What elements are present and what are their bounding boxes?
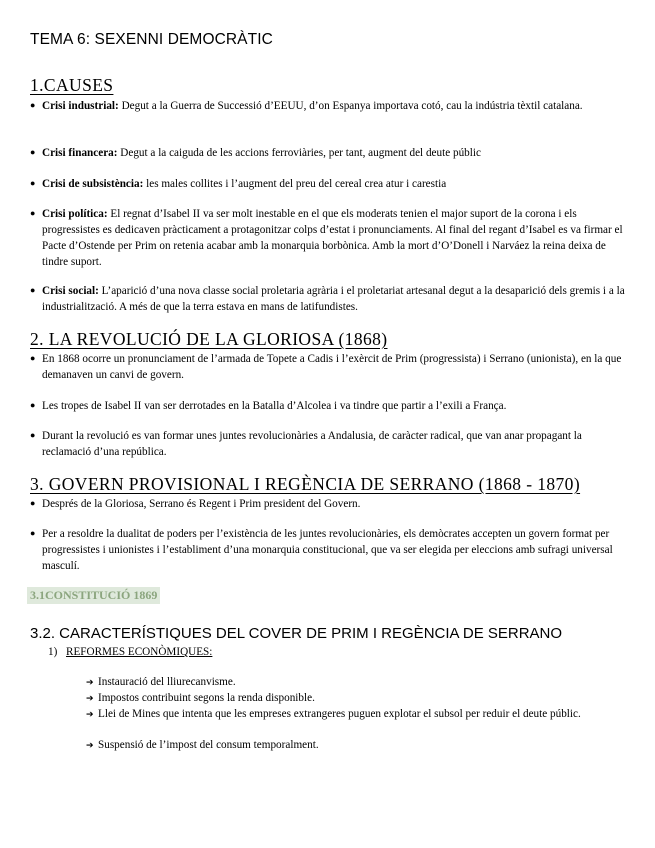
item-text: Instauració del lliurecanvisme. xyxy=(98,676,236,688)
list-item xyxy=(30,205,630,270)
item-label: Crisi de subsistència: xyxy=(42,178,144,190)
list-item xyxy=(30,175,630,192)
item-text: Degut a la caiguda de les accions ferroviàries, per tant, augment del deute públic xyxy=(117,147,481,159)
arrow-list-item xyxy=(86,737,622,754)
item-text: Llei de Mines que intenta que les empreses extrangeres puguen explotar el subsol per reduir el deute públic. xyxy=(98,708,581,720)
item-text: Per a resoldre la dualitat de poders per l’existència de les juntes revolucionàries, els demòcrates accepten un govern format per progressistes i unionistes i l’establiment d’una monarquia constitucional, que va ser elegida per eleccions amb sufragi universal masculí. xyxy=(42,528,613,572)
arrow-list-item xyxy=(86,690,622,707)
item-text: En 1868 ocorre un pronunciament de l’armada de Topete a Cadis i l’exèrcit de Prim (progressista) i Serrano (unionista), en la que demanaven un canvi de govern. xyxy=(42,353,622,381)
item-text: Les tropes de Isabel II van ser derrotades en la Batalla d’Alcolea i va tindre que partir a l’exili a França. xyxy=(42,400,507,412)
numbered-list-item xyxy=(48,646,212,658)
bullet-icon: ● xyxy=(30,400,36,410)
item-text: Després de la Gloriosa, Serrano és Regent i Prim president del Govern. xyxy=(42,498,361,510)
bullet-icon: ● xyxy=(30,178,36,188)
bullet-icon: ● xyxy=(30,147,36,157)
bullet-icon: ● xyxy=(30,100,36,110)
page-title: TEMA 6: SEXENNI DEMOCRÀTIC xyxy=(30,31,273,48)
section-govern-heading: 3. GOVERN PROVISIONAL I REGÈNCIA DE SERRANO (1868 - 1870) xyxy=(30,474,581,494)
item-text: Degut a la Guerra de Successió d’EEUU, d’on Espanya importava cotó, cau la indústria tèxtil catalana. xyxy=(118,100,583,112)
bullet-icon: ● xyxy=(30,208,36,218)
list-label: REFORMES ECONÒMIQUES: xyxy=(66,646,213,658)
item-text: Suspensió de l’impost del consum temporalment. xyxy=(98,739,319,751)
bullet-icon: ● xyxy=(30,498,36,508)
item-label: Crisi industrial: xyxy=(42,100,119,112)
list-item xyxy=(30,427,630,460)
item-label: Crisi política: xyxy=(42,208,108,220)
section-caracteristiques-heading: 3.2. CARACTERÍSTIQUES DEL COVER DE PRIM I REGÈNCIA DE SERRANO xyxy=(30,625,563,642)
section-causes-heading: 1.CAUSES xyxy=(30,75,114,95)
item-text: Durant la revolució es van formar unes juntes revolucionàries a Andalusia, de caràcter radical, que van anar propagant la reclamació d’una república. xyxy=(42,430,582,458)
arrow-list-item xyxy=(86,706,622,723)
bullet-icon: ● xyxy=(30,285,36,295)
item-text: les males collites i l’augment del preu del cereal crea atur i carestia xyxy=(143,178,447,190)
item-text: Impostos contribuint segons la renda disponible. xyxy=(98,692,315,704)
bullet-icon: ● xyxy=(30,430,36,440)
list-number: 1) xyxy=(48,646,58,658)
bullet-icon: ● xyxy=(30,528,36,538)
list-item xyxy=(30,397,630,414)
arrow-icon: ➔ xyxy=(86,710,94,720)
item-label: Crisi financera: xyxy=(42,147,118,159)
list-item xyxy=(30,97,630,114)
item-text: L’aparició d’una nova classe social proletaria agrària i el proletariat artesanal degut a la desaparició dels gremis i a la industrialització. A més de que la terra estava en mans de latifundistes. xyxy=(42,285,625,313)
section-gloriosa-heading: 2. LA REVOLUCIÓ DE LA GLORIOSA (1868) xyxy=(30,329,388,349)
arrow-icon: ➔ xyxy=(86,694,94,704)
list-item xyxy=(30,525,630,574)
item-text: El regnat d’Isabel II va ser molt inestable en el que els moderats tenien el major suport de la corona i els progressistes es dedicaven pràcticament a protagonitzar colps d’estat i pronunciaments. Al final del regant d’Isabel es va firmar el Pacte d’Ostende per Prim on retenia acabar amb la monarquia borbònica. Amb la mort d’O’Donell i Narváez la reina deixa de tindre suport. xyxy=(42,208,623,268)
item-label: Crisi social: xyxy=(42,285,99,297)
subsection-constitucio: 3.1CONSTITUCIÓ 1869 xyxy=(27,587,160,604)
bullet-icon: ● xyxy=(30,353,36,363)
list-item xyxy=(30,282,630,315)
arrow-icon: ➔ xyxy=(86,678,94,688)
arrow-list-item xyxy=(86,674,622,691)
list-item xyxy=(30,495,630,512)
arrow-icon: ➔ xyxy=(86,741,94,751)
list-item xyxy=(30,350,630,383)
list-item xyxy=(30,144,630,161)
